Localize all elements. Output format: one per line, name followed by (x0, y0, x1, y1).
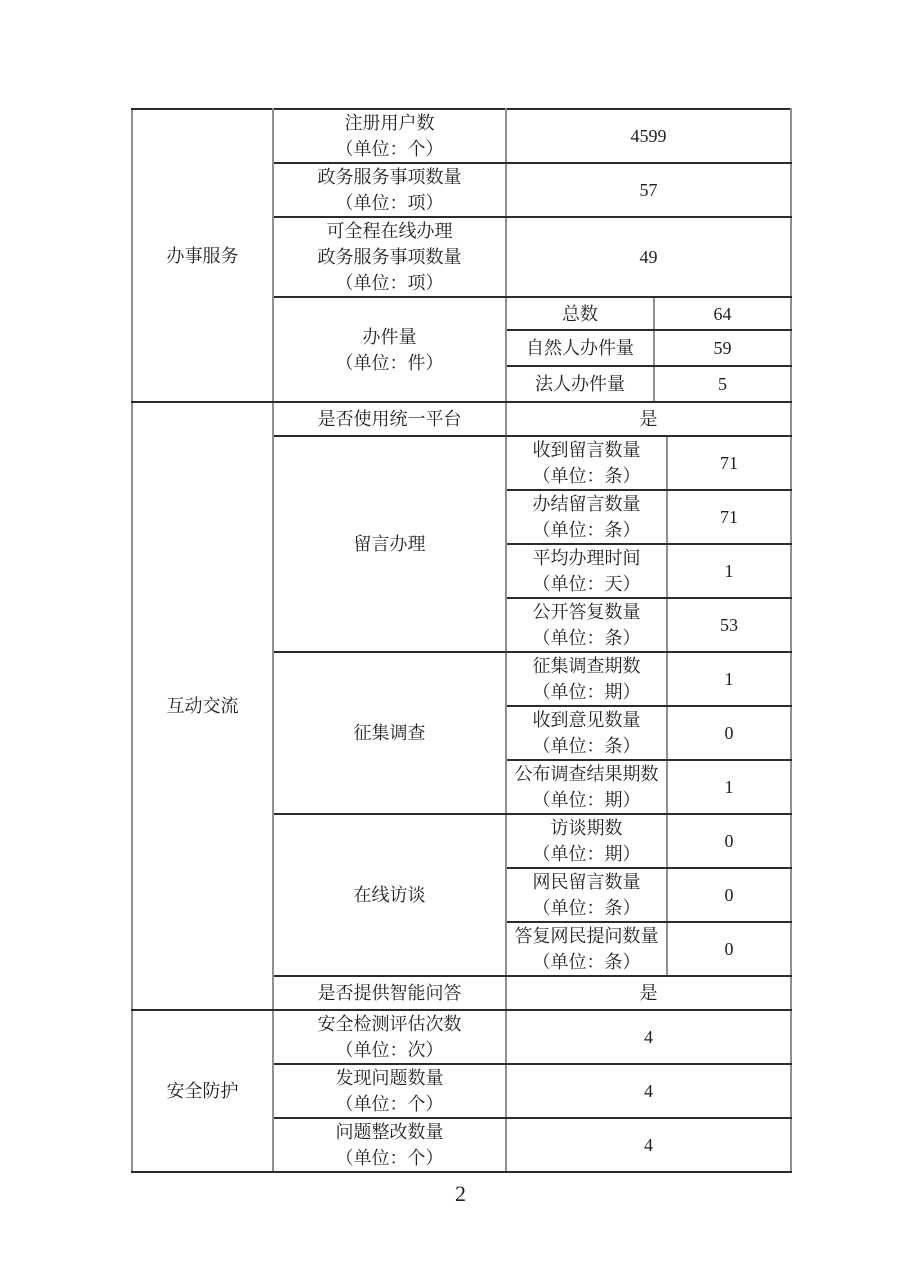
cell-cases-legal-label: 法人办件量 (506, 366, 654, 402)
item-label: 发现问题数量 (335, 1068, 444, 1088)
item-label: 政务服务事项数量 (317, 167, 462, 187)
item-label: 可全程在线办理 (326, 221, 453, 241)
table-row (132, 1010, 791, 1064)
item-unit: （单位：条） (532, 898, 641, 918)
item-unit: （单位：项） (335, 273, 444, 293)
item-label: 收到留言数量 (532, 440, 641, 460)
cell-unified-platform-label: 是否使用统一平台 (273, 402, 506, 436)
cell-interview-periods-value: 0 (667, 814, 791, 868)
cell-cases-total-label: 总数 (506, 297, 654, 330)
cell-cases-label (273, 297, 506, 402)
cell-service-items-label (273, 163, 506, 217)
item-label: 收到意见数量 (532, 710, 641, 730)
group-cell-interaction (132, 402, 273, 1010)
cell-msg-received-label (506, 436, 667, 490)
cell-survey-periods-label (506, 652, 667, 706)
cell-assessments-value: 4 (506, 1010, 791, 1064)
cell-problems-fixed-label (273, 1118, 506, 1172)
item-label: 访谈期数 (550, 818, 623, 838)
item-unit: （单位：个） (335, 1148, 444, 1168)
cell-msg-replies-label (506, 598, 667, 652)
group-cell-security (132, 1010, 273, 1172)
cell-message-handling-label: 留言办理 (273, 436, 506, 652)
item-label: 办件量 (362, 326, 417, 347)
cell-survey-label: 征集调查 (273, 652, 506, 814)
item-label: 政务服务事项数量 (317, 247, 462, 267)
cell-msg-avgtime-value: 1 (667, 544, 791, 598)
cell-smart-qa-label: 是否提供智能问答 (273, 976, 506, 1010)
cell-interview-periods-label (506, 814, 667, 868)
cell-msg-replies-value: 53 (667, 598, 791, 652)
item-label: 平均办理时间 (532, 548, 641, 568)
item-label: 办结留言数量 (532, 494, 641, 514)
cell-cases-total-value: 64 (654, 297, 791, 330)
cell-assessments-label (273, 1010, 506, 1064)
cell-cases-natural-value: 59 (654, 330, 791, 366)
cell-msg-avgtime-label (506, 544, 667, 598)
item-label: 征集调查期数 (532, 656, 641, 676)
item-label: 公开答复数量 (532, 602, 641, 622)
cell-msg-received-value: 71 (667, 436, 791, 490)
item-unit: （单位：个） (335, 1094, 444, 1114)
cell-interview-answers-label (506, 922, 667, 976)
group-label-service: 办事服务 (166, 245, 239, 266)
cell-survey-results-label (506, 760, 667, 814)
cell-interview-messages-value: 0 (667, 868, 791, 922)
cell-problems-found-value: 4 (506, 1064, 791, 1118)
cell-msg-completed-value: 71 (667, 490, 791, 544)
item-label: 问题整改数量 (335, 1122, 444, 1142)
item-unit: （单位：件） (335, 352, 444, 373)
cell-service-items-value: 57 (506, 163, 791, 217)
group-label-security: 安全防护 (166, 1081, 239, 1101)
cell-online-items-label (273, 217, 506, 297)
item-unit: （单位：条） (532, 466, 641, 486)
cell-registered-users-label (273, 109, 506, 163)
table-row (132, 402, 791, 436)
item-label: 答复网民提问数量 (514, 926, 659, 946)
group-cell-service (132, 109, 273, 402)
item-unit: （单位：项） (335, 193, 444, 213)
cell-online-items-value: 49 (506, 217, 791, 297)
item-unit: （单位：个） (335, 139, 444, 159)
item-unit: （单位：次） (335, 1040, 444, 1060)
cell-interview-answers-value: 0 (667, 922, 791, 976)
cell-smart-qa-value: 是 (506, 976, 791, 1010)
page-number: 2 (455, 1181, 466, 1206)
table-row (132, 109, 791, 163)
item-label: 安全检测评估次数 (317, 1014, 462, 1034)
group-label-interaction: 互动交流 (166, 696, 239, 716)
cell-registered-users-value: 4599 (506, 109, 791, 163)
cell-interview-messages-label (506, 868, 667, 922)
item-unit: （单位：期） (532, 790, 641, 810)
cell-cases-natural-label: 自然人办件量 (506, 330, 654, 366)
item-unit: （单位：条） (532, 952, 641, 972)
cell-cases-legal-value: 5 (654, 366, 791, 402)
item-unit: （单位：期） (532, 844, 641, 864)
cell-survey-periods-value: 1 (667, 652, 791, 706)
cell-survey-opinions-value: 0 (667, 706, 791, 760)
item-label: 注册用户数 (344, 113, 435, 133)
item-unit: （单位：条） (532, 628, 641, 648)
cell-msg-completed-label (506, 490, 667, 544)
cell-survey-results-value: 1 (667, 760, 791, 814)
cell-interview-label: 在线访谈 (273, 814, 506, 976)
item-label: 公布调查结果期数 (514, 764, 659, 784)
item-unit: （单位：条） (532, 520, 641, 540)
cell-unified-platform-value: 是 (506, 402, 791, 436)
cell-survey-opinions-label (506, 706, 667, 760)
item-unit: （单位：期） (532, 682, 641, 702)
cell-problems-fixed-value: 4 (506, 1118, 791, 1172)
item-unit: （单位：条） (532, 736, 641, 756)
cell-problems-found-label (273, 1064, 506, 1118)
item-unit: （单位：天） (532, 574, 641, 594)
item-label: 网民留言数量 (532, 872, 641, 892)
annual-report-table (131, 108, 792, 1173)
